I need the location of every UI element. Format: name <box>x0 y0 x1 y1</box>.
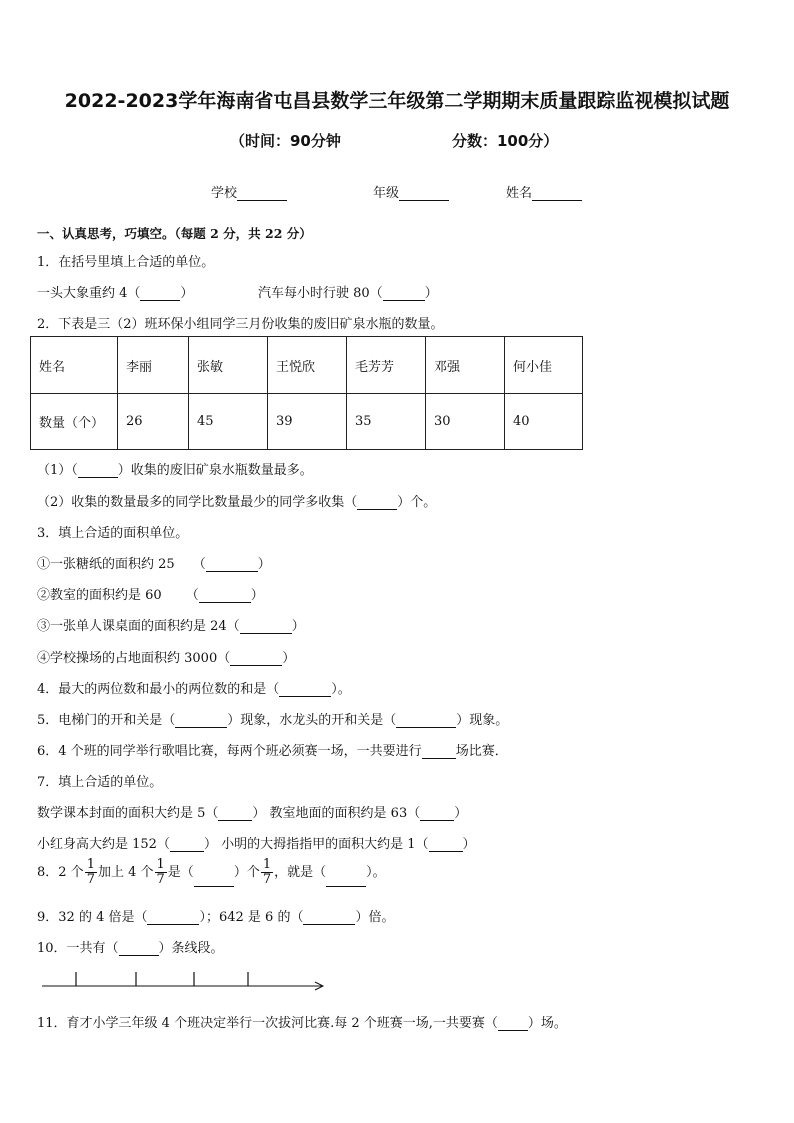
q3-stem: 3．填上合适的面积单位。 <box>37 526 189 541</box>
table-header-row <box>31 337 583 394</box>
q4-blank[interactable] <box>279 682 331 697</box>
page-title: 2022-2023学年海南省屯昌县数学三年级第二学期期末质量跟踪监视模拟试题 <box>64 90 730 112</box>
table-cell: 26 <box>118 394 189 450</box>
table-cell: 35 <box>347 394 426 450</box>
q7-line-2: 小红身高大约是 152（ ） 小明的大拇指指甲的面积大约是 1（ ） <box>37 837 476 852</box>
q11-blank[interactable] <box>498 1016 528 1031</box>
q6-blank[interactable] <box>422 744 456 759</box>
q9-blank-1[interactable] <box>147 910 199 925</box>
name-label: 姓名 <box>506 186 533 201</box>
q9-blank-2[interactable] <box>303 910 355 925</box>
fraction-one-seventh: $\frac{1}{7}$ <box>86 857 95 887</box>
q7-a-blank[interactable] <box>218 806 252 821</box>
q6: 6．4 个班的同学举行歌唱比赛，每两个班必须赛一场，一共要进行 场比赛． <box>37 744 508 759</box>
table-cell: 王悦欣 <box>268 337 347 394</box>
q3-item-3: ③一张单人课桌面的面积约是 24（ ） <box>37 619 305 634</box>
school-label: 学校 <box>211 186 238 201</box>
q7-d-blank[interactable] <box>429 837 463 852</box>
bottle-table <box>30 336 583 450</box>
table-cell: 45 <box>189 394 268 450</box>
school-blank[interactable] <box>237 186 287 201</box>
q5: 5．电梯门的开和关是（ ）现象，水龙头的开和关是（ ）现象。 <box>37 713 509 728</box>
q3-3-blank[interactable] <box>240 619 292 634</box>
q7-b-blank[interactable] <box>420 806 454 821</box>
q1-a-blank[interactable] <box>140 286 180 301</box>
table-cell: 40 <box>505 394 583 450</box>
q1-item-a: 一头大象重约 4（ ） <box>37 286 194 301</box>
grade-field <box>373 182 449 201</box>
table-cell: 39 <box>268 394 347 450</box>
table-cell: 李丽 <box>118 337 189 394</box>
name-field <box>506 182 582 201</box>
q2-p2-blank[interactable] <box>357 495 397 510</box>
q3-item-1: ①一张糖纸的面积约 25 （ ） <box>37 557 271 572</box>
table-cell: 姓名 <box>31 337 118 394</box>
table-cell: 张敏 <box>189 337 268 394</box>
q3-item-4: ④学校操场的占地面积约 3000（ ） <box>37 651 296 666</box>
section-heading: 一、认真思考，巧填空。（每题 2 分，共 22 分） <box>37 226 312 241</box>
q3-2-blank[interactable] <box>199 588 251 603</box>
q1-item-b: 汽车每小时行驶 80（ ） <box>258 286 438 301</box>
q10-blank[interactable] <box>119 941 159 956</box>
q3-item-2: ②教室的面积约是 60 （ ） <box>37 588 264 603</box>
q2-stem: 2．下表是三（2）班环保小组同学三月份收集的废旧矿泉水瓶的数量。 <box>37 317 444 332</box>
exam-time: （时间：90分钟 <box>230 132 341 150</box>
q9: 9．32 的 4 倍是（ ）；642 是 6 的（ ）倍。 <box>37 910 395 925</box>
q8-blank-1[interactable] <box>194 872 234 887</box>
table-cell: 30 <box>426 394 505 450</box>
table-cell: 何小佳 <box>505 337 583 394</box>
q7-stem: 7．填上合适的单位。 <box>37 775 163 790</box>
q5-blank-2[interactable] <box>396 713 456 728</box>
school-field <box>211 182 287 201</box>
q2-part2: （2）收集的数量最多的同学比数量最少的同学多收集（ ）个。 <box>37 495 437 510</box>
q2-p1-blank[interactable] <box>78 463 118 478</box>
q3-1-blank[interactable] <box>206 557 258 572</box>
q7-line-1: 数学课本封面的面积大约是 5（ ） 教室地面的面积约是 63（ ） <box>37 806 468 821</box>
q4: 4．最大的两位数和最小的两位数的和是（ ）。 <box>37 682 351 697</box>
q8: 8．2 个 $\frac{1}{7}$ 加上 4 个 $\frac{1}{7}$ 是（ ）个 $\frac{1}{7}$ ，就是（ ）。 <box>37 857 386 887</box>
exam-score: 分数：100分） <box>452 132 559 150</box>
q2-part1: （1）（ ）收集的废旧矿泉水瓶数量最多。 <box>37 463 313 478</box>
q5-blank-1[interactable] <box>175 713 227 728</box>
q3-4-blank[interactable] <box>230 651 282 666</box>
fraction-one-seventh: $\frac{1}{7}$ <box>156 857 165 887</box>
table-cell: 邓强 <box>426 337 505 394</box>
name-blank[interactable] <box>532 186 582 201</box>
q11: 11．育才小学三年级 4 个班决定举行一次拔河比赛.每 2 个班赛一场,一共要赛（ ）场。 <box>37 1016 567 1031</box>
q7-c-blank[interactable] <box>170 837 204 852</box>
q8-blank-2[interactable] <box>326 872 366 887</box>
q1-stem: 1．在括号里填上合适的单位。 <box>37 255 215 270</box>
grade-label: 年级 <box>373 186 400 201</box>
q10: 10．一共有（ ）条线段。 <box>37 941 224 956</box>
q1-b-blank[interactable] <box>383 286 425 301</box>
table-row <box>31 394 583 450</box>
table-cell: 数量（个） <box>31 394 118 450</box>
fraction-one-seventh: $\frac{1}{7}$ <box>262 857 272 887</box>
grade-blank[interactable] <box>399 186 449 201</box>
line-segment-diagram <box>40 968 330 996</box>
table-cell: 毛芳芳 <box>347 337 426 394</box>
